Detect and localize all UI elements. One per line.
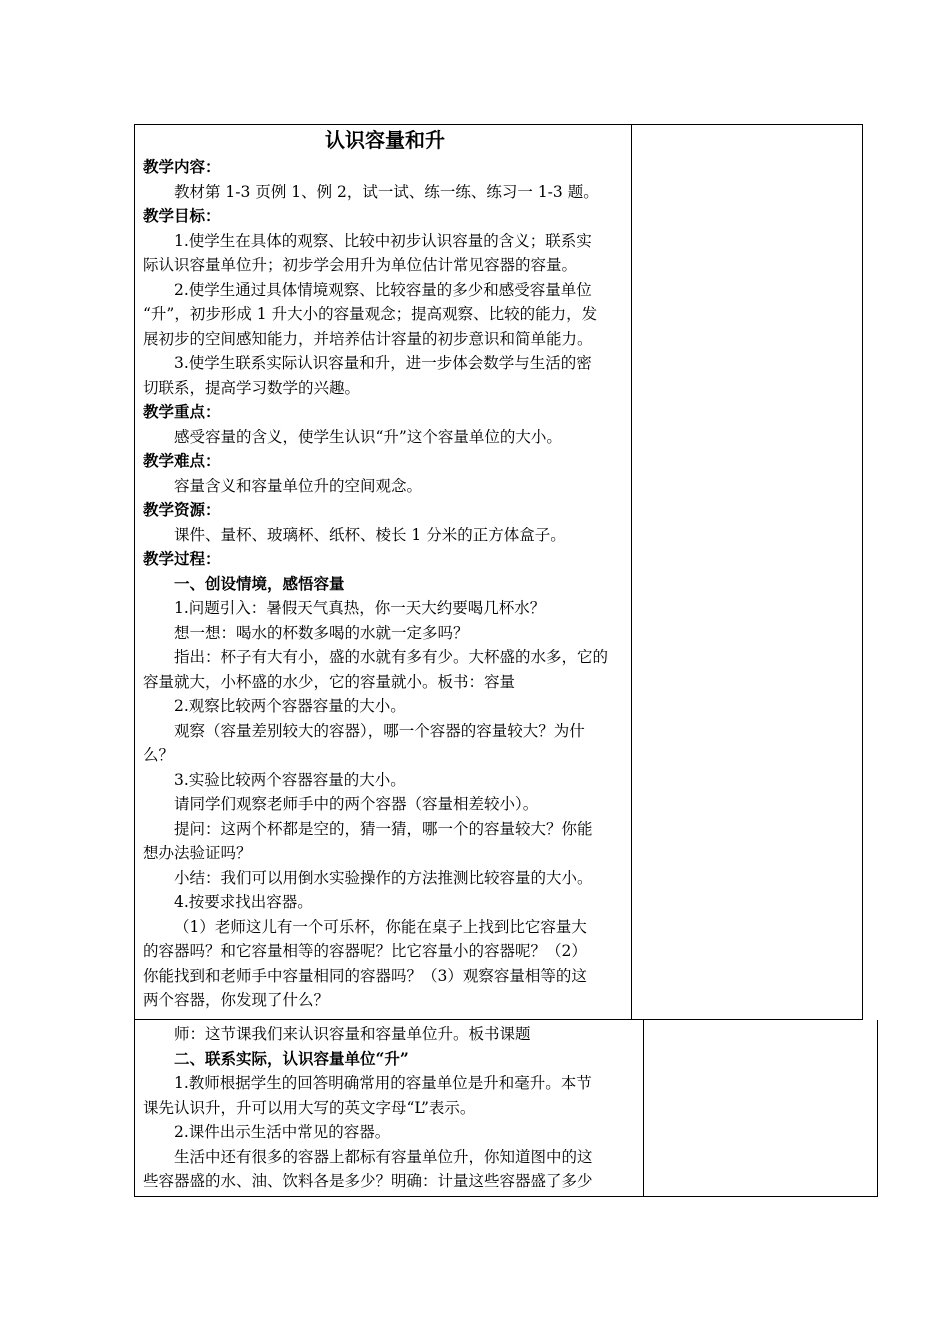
paragraph-line: 小结：我们可以用倒水实验操作的方法推测比较容量的大小。	[174, 868, 593, 887]
paragraph-line: 师：这节课我们来认识容量和容量单位升。板书课题	[174, 1025, 531, 1043]
paragraph-line: 感受容量的含义，使学生认识“升”这个容量单位的大小。	[174, 427, 562, 446]
paragraph-line: 3.使学生联系实际认识容量和升，进一步体会数学与生活的密	[174, 354, 592, 372]
paragraph-line: 提问：这两个杯都是空的，猜一猜，哪一个的容量较大？你能	[174, 819, 593, 838]
paragraph-line: 2.使学生通过具体情境观察、比较容量的多少和感受容量单位	[174, 280, 592, 299]
section-heading: 二、联系实际，认识容量单位“升”	[174, 1048, 409, 1068]
lesson-content-cell-continued	[143, 1022, 639, 1194]
paragraph-line: 3.实验比较两个容器容量的大小。	[174, 770, 406, 789]
lesson-table-continued	[134, 1020, 878, 1197]
paragraph-line: 展初步的空间感知能力，并培养估计容量的初步意识和简单能力。	[143, 329, 593, 348]
paragraph-line: 课件、量杯、玻璃杯、纸杯、棱长 1 分米的正方体盒子。	[174, 525, 566, 544]
paragraph-line: 切联系，提高学习数学的兴趣。	[143, 378, 361, 397]
paragraph-line: 1.教师根据学生的回答明确常用的容量单位是升和毫升。本节	[174, 1074, 592, 1092]
paragraph-line: 4.按要求找出容器。	[174, 893, 313, 911]
paragraph-line: （1）老师这儿有一个可乐杯，你能在桌子上找到比它容量大	[174, 917, 587, 936]
paragraph-line: 际认识容量单位升；初步学会用升为单位估计常见容器的容量。	[143, 256, 578, 274]
section-heading: 教学重点：	[143, 402, 221, 421]
section-heading: 教学难点：	[143, 451, 221, 470]
paragraph-line: 请同学们观察老师手中的两个容器（容量相差较小）。	[174, 795, 539, 813]
paragraph-line: 想办法验证吗？	[143, 844, 252, 862]
paragraph-line: “升”，初步形成 1 升大小的容量观念；提高观察、比较的能力，发	[143, 305, 598, 323]
section-heading: 教学目标：	[143, 206, 221, 225]
paragraph-line: 观察（容量差别较大的容器），哪一个容器的容量较大？为什	[174, 721, 585, 740]
column-divider	[631, 125, 632, 1019]
lesson-table-page-part	[134, 124, 863, 1020]
paragraph-line: 的容器吗？和它容量相等的容器呢？比它容量小的容器呢？（2）	[143, 942, 587, 960]
lesson-content-cell	[143, 125, 627, 1013]
section-heading: 教学资源：	[143, 500, 221, 519]
paragraph-line: 你能找到和老师手中容量相同的容器吗？（3）观察容量相等的这	[143, 966, 587, 985]
paragraph-line: 容量含义和容量单位升的空间观念。	[174, 476, 423, 495]
paragraph-line: 些容器盛的水、油、饮料各是多少？明确：计量这些容器盛了多少	[143, 1172, 593, 1190]
paragraph-line: 容量就大，小杯盛的水少，它的容量就小。板书：容量	[143, 672, 516, 691]
section-heading: 教学过程：	[143, 549, 221, 568]
section-heading: 教学内容：	[143, 157, 221, 176]
lesson-title: 认识容量和升	[325, 128, 445, 152]
paragraph-line: 2.观察比较两个容器容量的大小。	[174, 697, 406, 715]
paragraph-line: 想一想：喝水的杯数多喝的水就一定多吗？	[174, 623, 469, 642]
paragraph-line: 2.课件出示生活中常见的容器。	[174, 1123, 391, 1141]
paragraph-line: 么？	[143, 746, 175, 764]
paragraph-line: 1.问题引入：暑假天气真热，你一天大约要喝几杯水？	[174, 599, 546, 617]
section-heading: 一、创设情境，感悟容量	[174, 573, 345, 593]
paragraph-line: 指出：杯子有大有小，盛的水就有多有少。大杯盛的水多，它的	[174, 648, 609, 666]
column-divider	[643, 1020, 644, 1196]
paragraph-line: 两个容器，你发现了什么？	[143, 991, 330, 1009]
paragraph-line: 1.使学生在具体的观察、比较中初步认识容量的含义；联系实	[174, 231, 592, 250]
paragraph-line: 生活中还有很多的容器上都标有容量单位升，你知道图中的这	[174, 1147, 593, 1166]
paragraph-line: 课先认识升，升可以用大写的英文字母“L”表示。	[143, 1098, 476, 1117]
paragraph-line: 教材第 1-3 页例 1、例 2，试一试、练一练、练习一 1-3 题。	[174, 182, 599, 201]
